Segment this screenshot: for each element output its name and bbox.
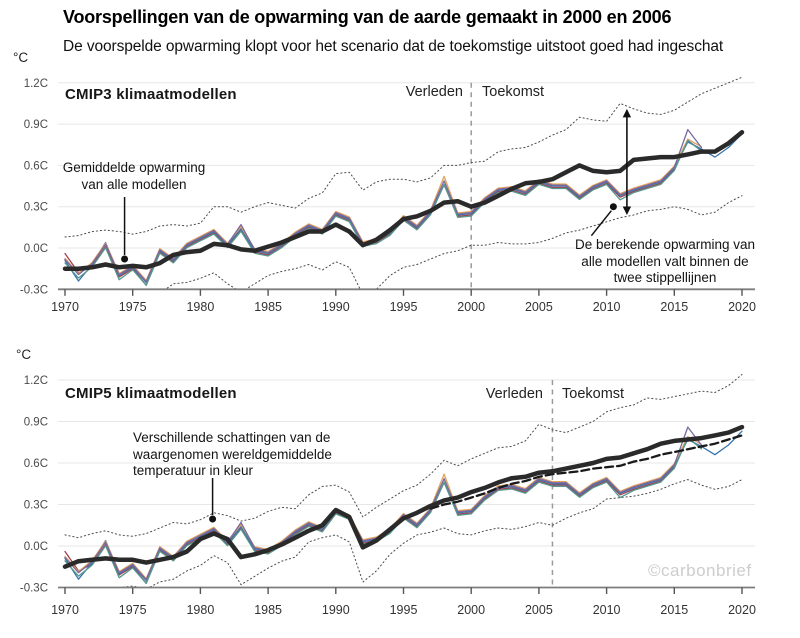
svg-text:2010: 2010 — [592, 603, 621, 617]
svg-text:1990: 1990 — [321, 603, 350, 617]
svg-text:-0.3C: -0.3C — [19, 284, 48, 297]
annotation-obs-note: Verschillende schattingen van de waargenomen wereldgemiddelde temperatuur in kleur — [133, 430, 332, 478]
carbonbrief-watermark: ©carbonbrief — [648, 561, 752, 580]
svg-text:1.2C: 1.2C — [23, 77, 48, 90]
svg-text:1995: 1995 — [389, 603, 418, 617]
svg-text:2000: 2000 — [457, 603, 486, 617]
cmip3-panel-label: CMIP3 klimaatmodellen — [65, 86, 237, 103]
y-axis-unit-bottom: °C — [16, 347, 32, 362]
svg-text:0.9C: 0.9C — [23, 416, 48, 429]
future-label-cmip3: Toekomst — [482, 84, 545, 100]
svg-text:-0.3C: -0.3C — [19, 582, 48, 595]
svg-text:1985: 1985 — [254, 300, 283, 314]
svg-text:0.6C: 0.6C — [23, 458, 48, 471]
svg-text:1975: 1975 — [118, 300, 147, 314]
y-axis-unit-top: °C — [13, 50, 29, 65]
svg-text:2000: 2000 — [457, 300, 486, 314]
svg-text:2005: 2005 — [524, 603, 553, 617]
future-label-cmip5: Toekomst — [562, 386, 625, 402]
svg-text:1970: 1970 — [51, 603, 79, 617]
svg-text:0.3C: 0.3C — [23, 201, 48, 214]
page-subtitle: De voorspelde opwarming klopt voor het scenario dat de toekomstige uitstoot goed had ingeschat — [63, 38, 724, 55]
svg-text:1.2C: 1.2C — [23, 375, 48, 388]
svg-text:1985: 1985 — [254, 603, 283, 617]
svg-text:2020: 2020 — [728, 603, 756, 617]
svg-text:1975: 1975 — [118, 603, 147, 617]
past-label-cmip5: Verleden — [485, 386, 543, 402]
page-title: Voorspellingen van de opwarming van de aarde gemaakt in 2000 en 2006 — [63, 7, 672, 27]
svg-text:2015: 2015 — [660, 603, 689, 617]
svg-text:0.0C: 0.0C — [23, 541, 48, 553]
svg-text:2015: 2015 — [660, 300, 689, 314]
svg-text:0.6C: 0.6C — [23, 160, 48, 173]
svg-text:2020: 2020 — [728, 300, 756, 314]
svg-text:1980: 1980 — [186, 300, 215, 314]
svg-text:0.3C: 0.3C — [23, 499, 48, 512]
svg-text:1995: 1995 — [389, 300, 418, 314]
svg-text:0.9C: 0.9C — [23, 119, 48, 132]
annotation-envelope-note: De berekende opwarming van alle modellen valt binnen de twee stippellijnen — [574, 237, 756, 285]
cmip5-panel-label: CMIP5 klimaatmodellen — [65, 385, 237, 402]
annotation-mean-note: Gemiddelde opwarming van alle modellen — [62, 160, 206, 192]
svg-text:1980: 1980 — [186, 603, 215, 617]
svg-text:2010: 2010 — [592, 300, 621, 314]
svg-text:1970: 1970 — [51, 300, 79, 314]
past-label-cmip3: Verleden — [405, 84, 463, 100]
svg-text:1990: 1990 — [321, 300, 350, 314]
svg-text:2005: 2005 — [524, 300, 553, 314]
svg-text:0.0C: 0.0C — [23, 243, 48, 255]
